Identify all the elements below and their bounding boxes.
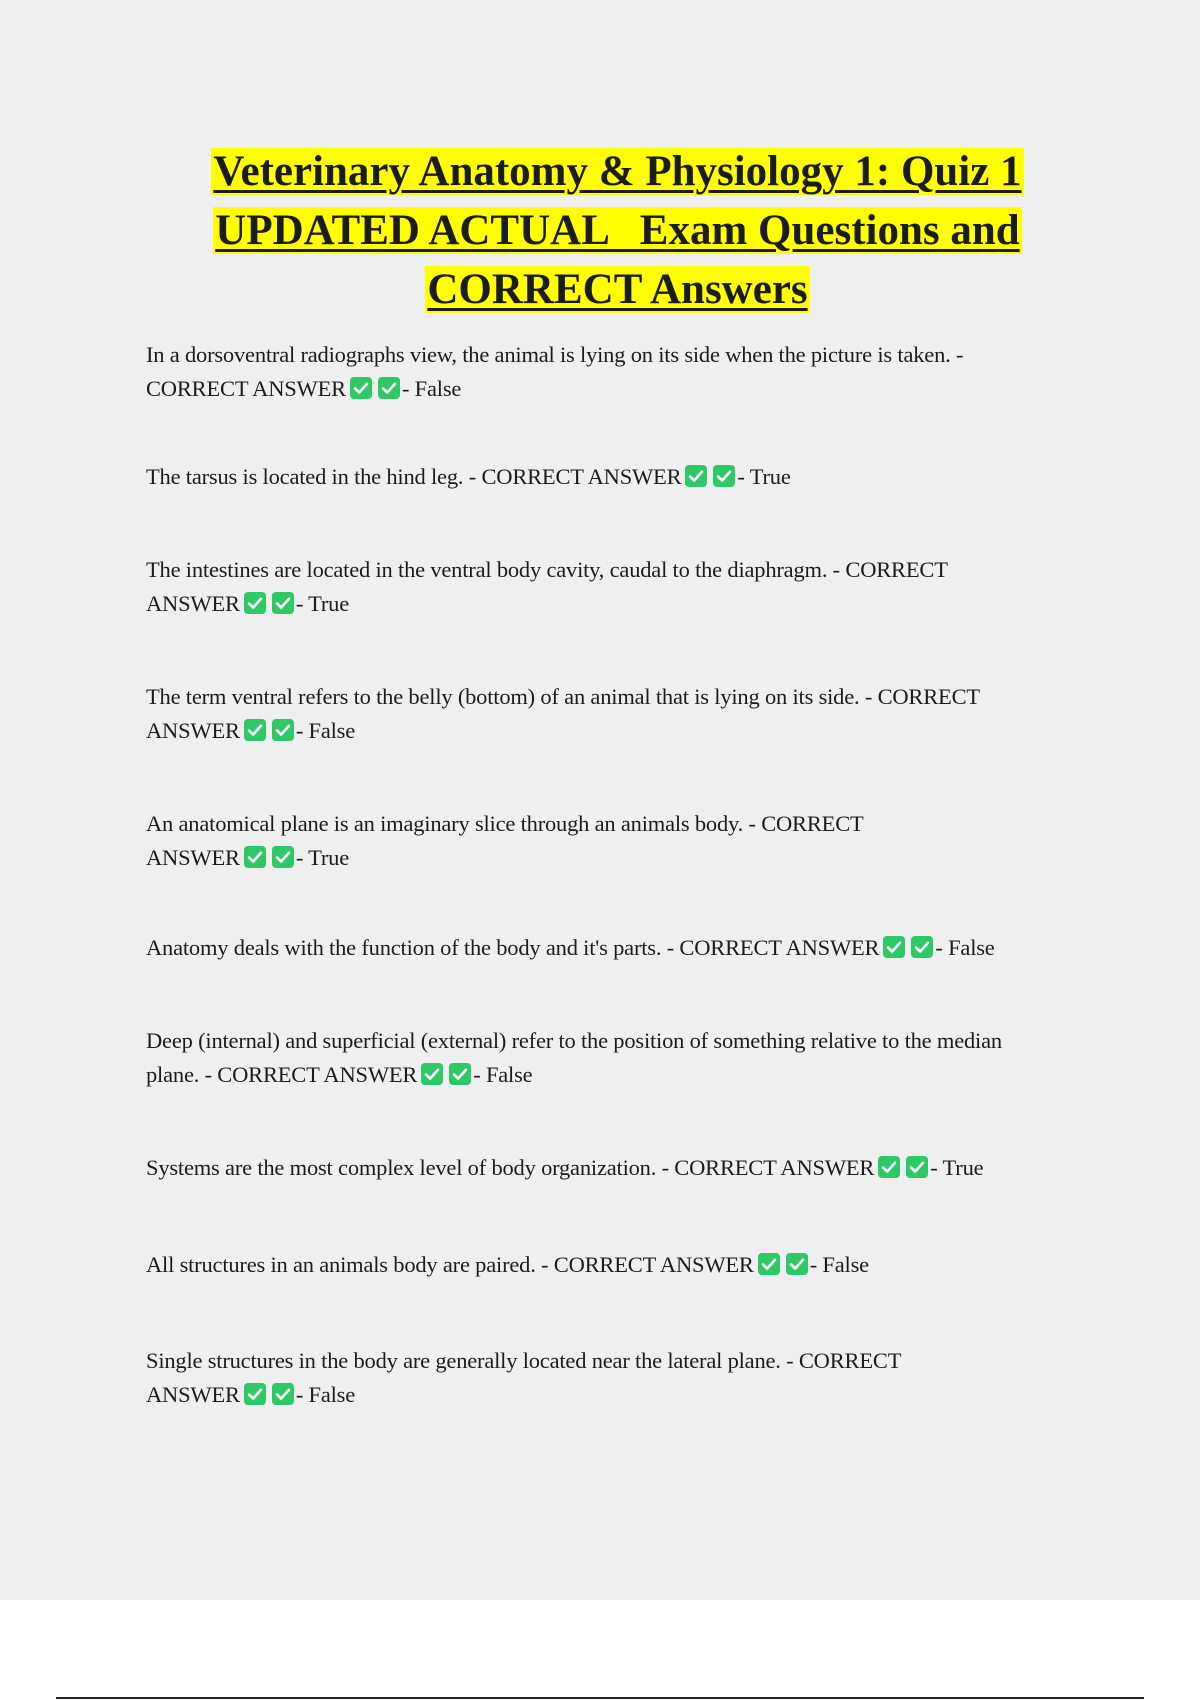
title-line-text: UPDATED ACTUAL Exam Questions and <box>215 207 1020 254</box>
question-text: Deep (internal) and superficial (external) refer to the position of something relative to the median <box>146 1028 1002 1053</box>
title-line-text: CORRECT Answers <box>427 266 808 313</box>
question-item <box>146 1248 1096 1282</box>
question-text: Single structures in the body are generally located near the lateral plane. - CORRECT <box>146 1348 902 1373</box>
green-check-box-icon <box>685 465 707 487</box>
question-item <box>146 807 1096 875</box>
green-check-box-icon <box>883 936 905 958</box>
answer-text: - True <box>930 1155 984 1180</box>
green-check-box-icon <box>911 936 933 958</box>
answer-text: - False <box>295 718 356 743</box>
green-check-box-icon <box>449 1063 471 1085</box>
question-item <box>146 1344 1096 1412</box>
answer-text: - False <box>295 1382 356 1407</box>
green-check-box-icon <box>244 1383 266 1405</box>
green-check-box-icon <box>272 592 294 614</box>
green-check-box-icon <box>906 1156 928 1178</box>
green-check-box-icon <box>878 1156 900 1178</box>
question-text: Anatomy deals with the function of the body and it's parts. - CORRECT ANSWER <box>146 935 880 960</box>
question-text: The tarsus is located in the hind leg. - CORRECT ANSWER <box>146 464 682 489</box>
question-item <box>146 1151 1096 1185</box>
title-line <box>150 142 1085 201</box>
question-text: The term ventral refers to the belly (bottom) of an animal that is lying on its side. - CORRECT <box>146 684 980 709</box>
green-check-box-icon <box>350 377 372 399</box>
green-check-box-icon <box>272 719 294 741</box>
green-check-box-icon <box>786 1253 808 1275</box>
question-text: ANSWER <box>146 1382 240 1407</box>
question-item <box>146 931 1096 965</box>
question-item <box>146 1024 1096 1092</box>
answer-text: - True <box>295 845 350 870</box>
question-item <box>146 460 1096 494</box>
question-item <box>146 553 1096 621</box>
green-check-box-icon <box>758 1253 780 1275</box>
question-text: The intestines are located in the ventral body cavity, caudal to the diaphragm. - CORRECT <box>146 557 948 582</box>
answer-text: - True <box>737 464 791 489</box>
question-text: Systems are the most complex level of body organization. - CORRECT ANSWER <box>146 1155 875 1180</box>
question-item <box>146 680 1096 748</box>
green-check-box-icon <box>378 377 400 399</box>
green-check-box-icon <box>244 846 266 868</box>
answer-text: - False <box>935 935 995 960</box>
question-text: plane. - CORRECT ANSWER <box>146 1062 418 1087</box>
answer-text: - True <box>295 591 350 616</box>
title-line <box>150 201 1085 260</box>
title-line-text: Veterinary Anatomy & Physiology 1: Quiz 1 <box>213 148 1022 195</box>
document-title <box>150 142 1085 319</box>
question-text: ANSWER <box>146 718 240 743</box>
question-text: In a dorsoventral radiographs view, the animal is lying on its side when the picture is taken. - <box>146 342 964 367</box>
green-check-box-icon <box>244 592 266 614</box>
question-text: ANSWER <box>146 591 240 616</box>
question-text: All structures in an animals body are paired. - CORRECT ANSWER <box>146 1252 754 1277</box>
title-line <box>150 260 1085 319</box>
question-text: CORRECT ANSWER <box>146 376 346 401</box>
question-text: ANSWER <box>146 845 240 870</box>
answer-text: - False <box>809 1252 869 1277</box>
answer-text: - False <box>473 1062 533 1087</box>
green-check-box-icon <box>244 719 266 741</box>
green-check-box-icon <box>713 465 735 487</box>
green-check-box-icon <box>421 1063 443 1085</box>
green-check-box-icon <box>272 846 294 868</box>
green-check-box-icon <box>272 1383 294 1405</box>
answer-text: - False <box>401 376 462 401</box>
question-text: An anatomical plane is an imaginary slice through an animals body. - CORRECT <box>146 811 864 836</box>
question-item <box>146 338 1096 406</box>
footer-rule <box>56 1697 1144 1699</box>
